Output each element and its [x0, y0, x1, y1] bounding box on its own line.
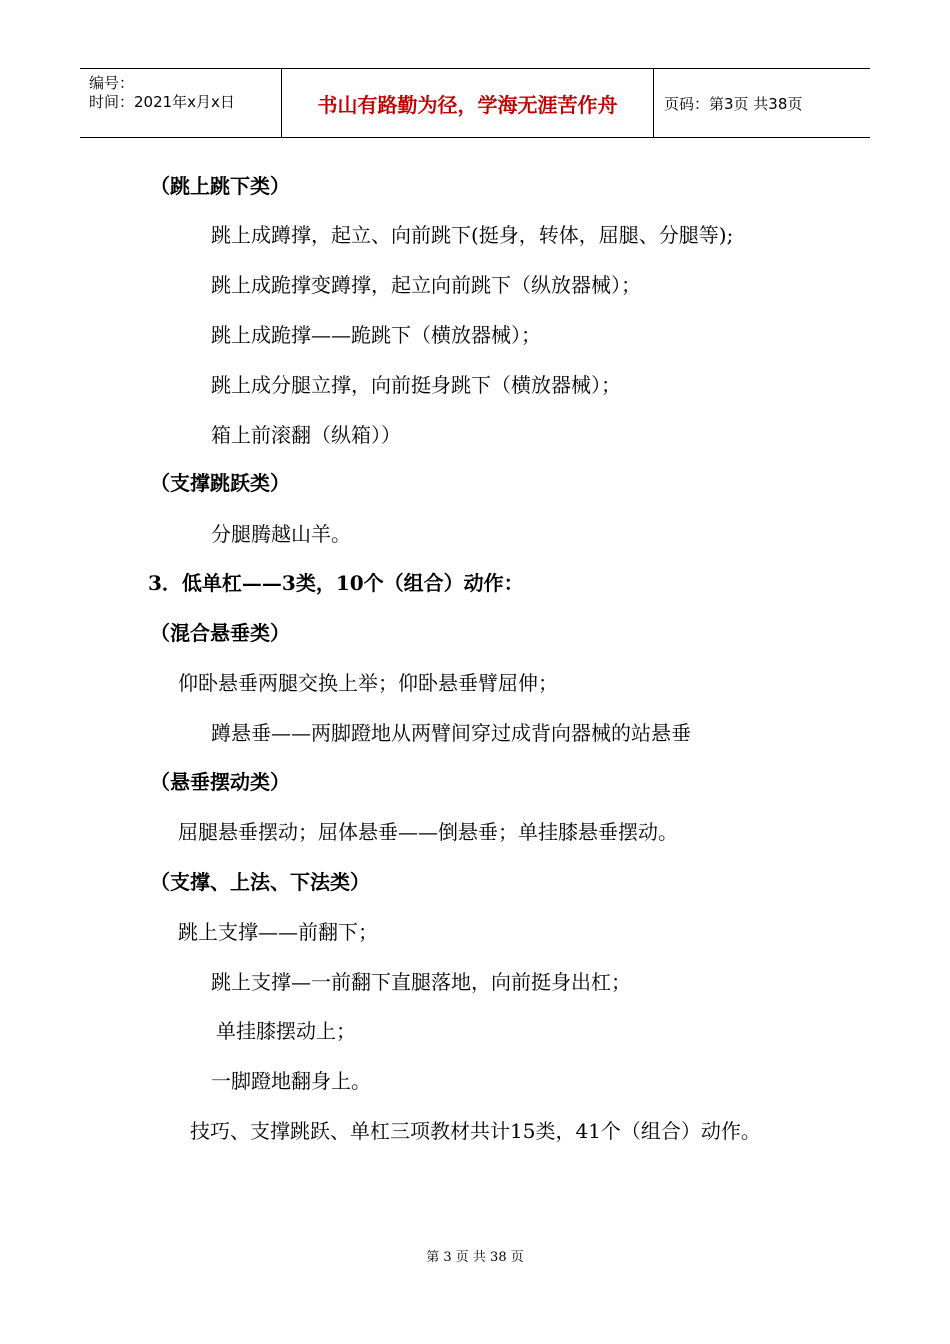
list-item: 一脚蹬地翻身上。 [211, 1069, 371, 1093]
time-label: 时间：2021年x月x日 [89, 93, 235, 111]
section-heading-jump: （跳上跳下类） [150, 174, 290, 198]
section-heading-vault: （支撑跳跃类） [150, 471, 290, 495]
list-item: 跳上成蹲撑，起立、向前跳下(挺身，转体，屈腿、分腿等); [211, 223, 734, 247]
item-3-heading: 3．低单杠——3类，10个（组合）动作： [148, 571, 524, 595]
list-item: 跳上支撑——前翻下； [178, 920, 378, 944]
section-heading-support: （支撑、上法、下法类） [150, 870, 370, 894]
list-item: 跳上成跪撑——跪跳下（横放器械）； [211, 323, 541, 347]
list-item: 屈腿悬垂摆动；屈体悬垂——倒悬垂；单挂膝悬垂摆动。 [178, 820, 678, 844]
list-item: 分腿腾越山羊。 [211, 522, 351, 546]
number-label: 编号： [89, 74, 135, 92]
section-heading-hang: （混合悬垂类） [150, 621, 290, 645]
header-meta-cell [80, 69, 282, 137]
header-motto: 书山有路勤为径，学海无涯苦作舟 [282, 69, 654, 137]
list-item: 箱上前滚翻（纵箱）） [211, 423, 401, 447]
list-item: 蹲悬垂——两脚蹬地从两臂间穿过成背向器械的站悬垂 [211, 721, 691, 745]
list-item: 跳上成跪撑变蹲撑，起立向前跳下（纵放器械）； [211, 273, 641, 297]
list-item: 跳上支撑—一前翻下直腿落地，向前挺身出杠； [211, 970, 631, 994]
page-header [80, 68, 870, 138]
list-item: 单挂膝摆动上； [216, 1019, 356, 1043]
list-item: 仰卧悬垂两腿交换上举；仰卧悬垂臂屈伸； [178, 671, 558, 695]
header-page-info: 页码：第3页 共38页 [664, 94, 803, 113]
list-item: 跳上成分腿立撑，向前挺身跳下（横放器械）； [211, 373, 621, 397]
summary-text: 技巧、支撑跳跃、单杠三项教材共计15类，41个（组合）动作。 [190, 1119, 761, 1143]
page-footer: 第 3 页 共 38 页 [426, 1250, 524, 1265]
section-heading-swing: （悬垂摆动类） [150, 770, 290, 794]
